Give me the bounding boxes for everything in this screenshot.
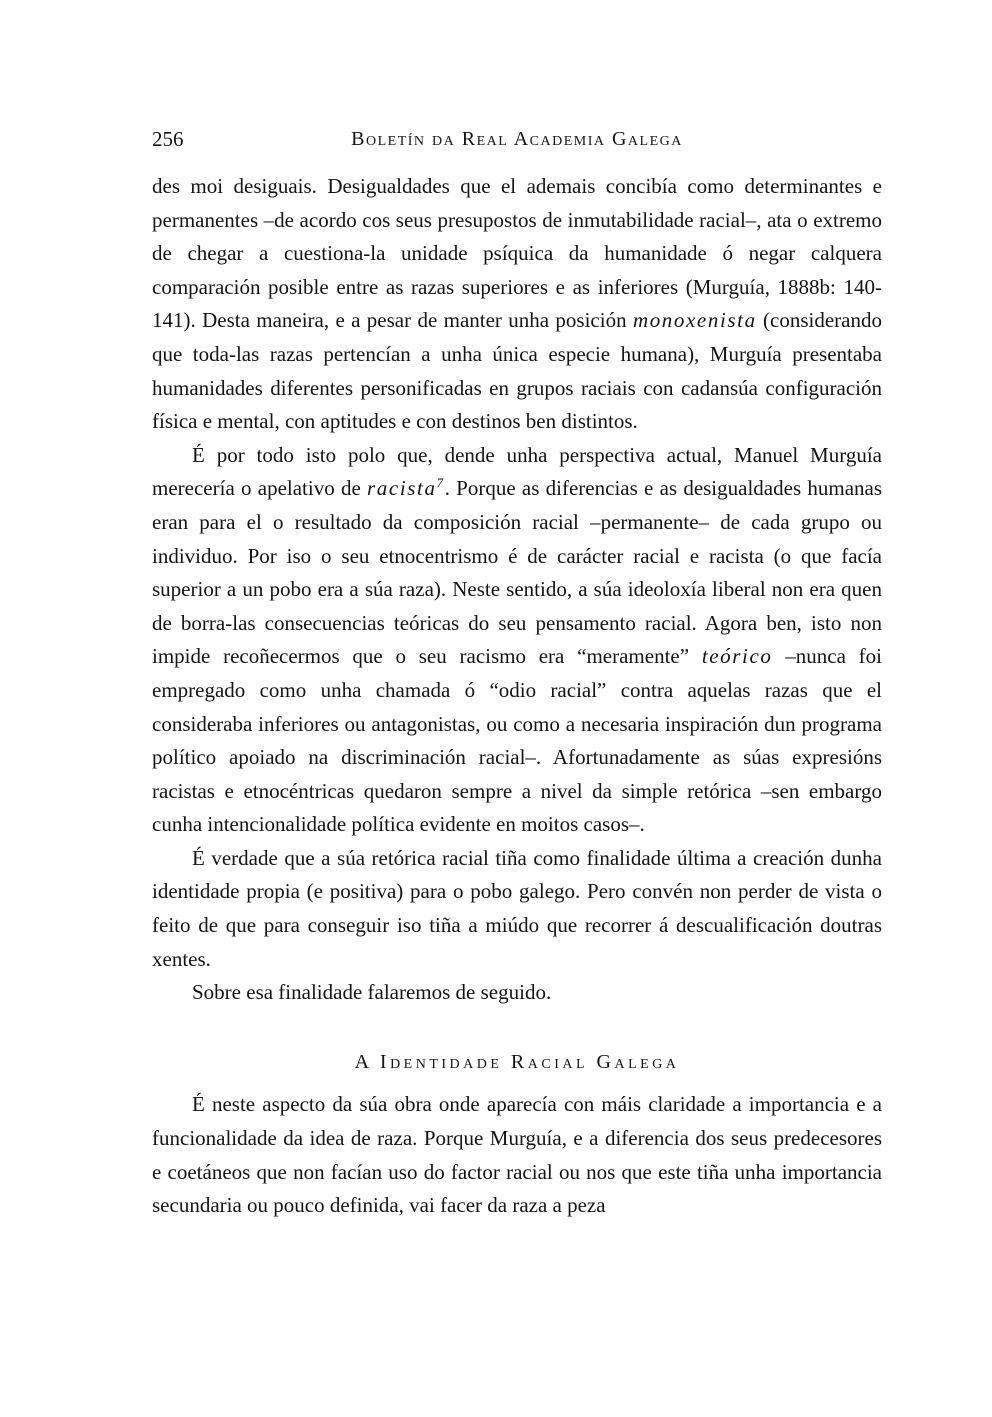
footnote-reference: 7: [436, 475, 445, 491]
text-run: É neste aspecto da súa obra onde aparecía con máis claridade a importancia e a funcionalidade da idea de raza. Porque Murguía, e a diferencia dos seus predecesores e coetáneos que non facían uso do factor racial ou nos que este tiña unha importancia secundaria ou pouco definida, vai facer da raza a peza: [152, 1092, 882, 1218]
text-run: É verdade que a súa retórica racial tiña como finalidade última a creación dunha identidade propia (e positiva) para o pobo galego. Pero convén non perder de vista o feito de que para conseguir iso tiña a miúdo que recorrer á descualificación doutras xentes.: [152, 845, 882, 971]
paragraph: [152, 1088, 882, 1222]
italic-term: monoxenista: [632, 308, 757, 333]
text-run: des moi desiguais. Desigualdades que el ademais concibía como determinantes e permanentes –de acordo cos seus presupostos de inmutabilidade racial–, ata o extremo de chegar a cuestiona-la unidade psíquica da humanidade ó negar calquera comparación posible entre as razas superiores e as inferiores (Murguía, 1888b: 140-141). Desta maneira, e a pesar de manter unha posición: [152, 174, 882, 333]
paragraph: [152, 170, 882, 439]
body-text: [152, 170, 882, 1223]
page-number: 256: [152, 127, 184, 151]
running-header-title: Boletín da Real Academia Galega: [351, 128, 683, 150]
text-run: . Porque as diferencias e as desigualdades humanas eran para el o resultado da composición racial –permanente– de cada grupo ou individuo. Por iso o seu etnocentrismo é de carácter racial e racista (o que facía superior a un pobo era a súa raza). Neste sentido, a súa ideoloxía liberal non era quen de borra-las consecuencias teóricas do seu pensamento racial. Agora ben, isto non impide recoñecermos que o seu racismo era “meramente”: [152, 476, 883, 669]
paragraph: [152, 439, 882, 842]
paragraph: [152, 976, 882, 1010]
text-run: Sobre esa finalidade falaremos de seguido.: [192, 980, 552, 1005]
text-run: –nunca foi empregado como unha chamada ó “odio racial” contra aquelas razas que el consideraba inferiores ou antagonistas, ou como a necesaria inspiración dun programa político apoiado na discriminación racial–. Afortunadamente as súas expresións racistas e etnocéntricas quedaron sempre a nivel da simple retórica –sen embargo cunha intencionalidade política evidente en moitos casos–.: [152, 644, 882, 837]
paragraph: [152, 842, 882, 976]
page-header: [152, 127, 882, 157]
italic-term: teórico: [701, 644, 773, 669]
italic-term: racista: [367, 476, 437, 501]
section-heading: A Identidade Racial Galega: [354, 1050, 680, 1073]
text-run: É por todo isto polo que, dende unha perspectiva actual, Manuel Murguía merecería o apelativo de: [152, 442, 882, 501]
text-run: (considerando que toda-las razas pertencían a unha única especie humana), Murguía presentaba humanidades diferentes personificadas en grupos raciais con cadansúa configuración física e mental, con aptitudes e con destinos ben distintos.: [152, 308, 882, 434]
